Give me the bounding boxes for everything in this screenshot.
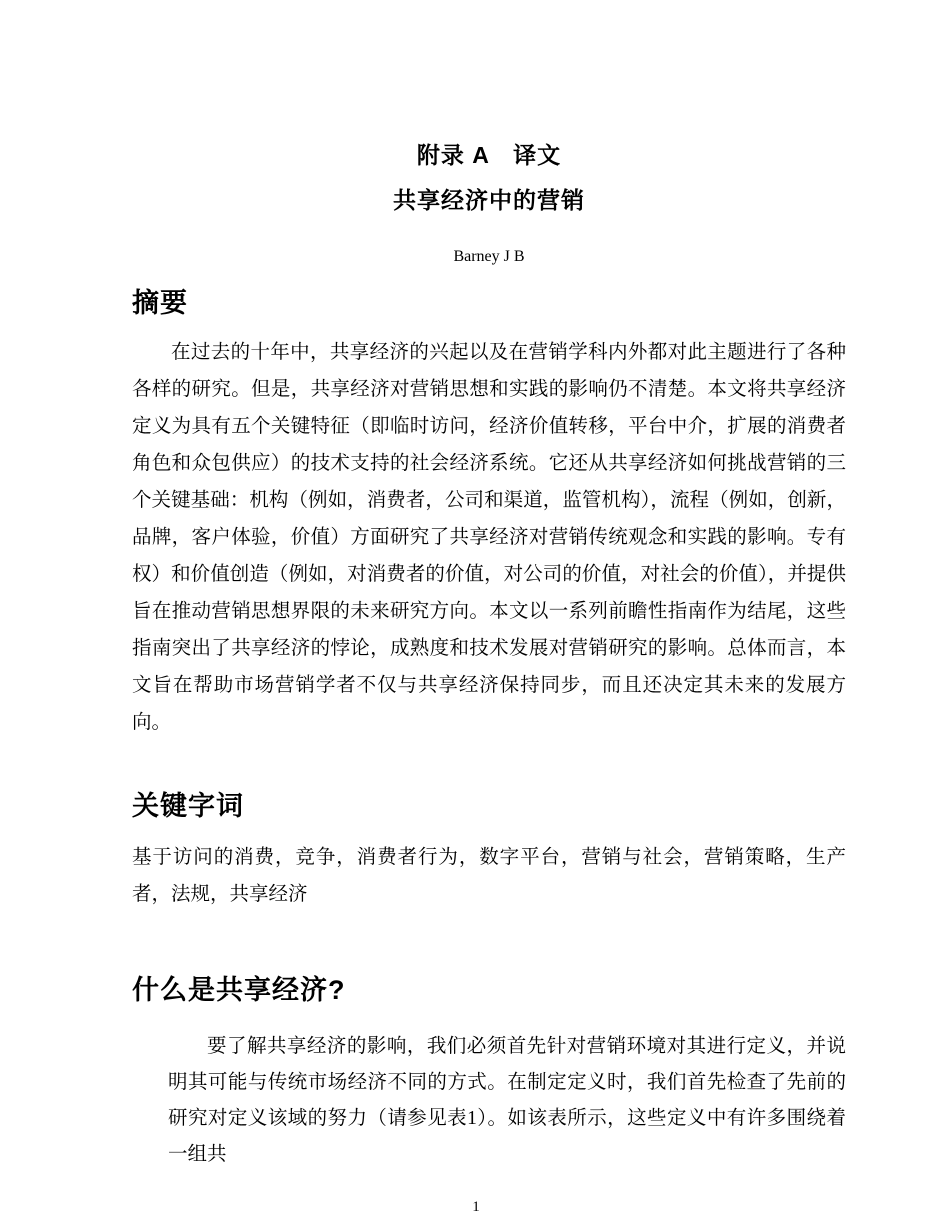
section1-paragraph: 要了解共享经济的影响，我们必须首先针对营销环境对其进行定义，并说明其可能与传统市场经济不同的方式。在制定定义时，我们首先检查了先前的研究对定义该域的努力（请参见表1）。如该表所示，这些定义中有许多围绕着一组共 xyxy=(168,1036,846,1166)
keywords-heading: 关键字词 xyxy=(132,791,244,822)
document-author: Barney J B xyxy=(453,248,525,266)
keywords-paragraph: 基于访问的消费，竞争，消费者行为，数字平台，营销与社会，营销策略，生产者，法规，共享经济 xyxy=(132,847,846,906)
document-subtitle: 共享经济中的营销 xyxy=(393,186,585,213)
abstract-paragraph: 在过去的十年中，共享经济的兴起以及在营销学科内外都对此主题进行了各种各样的研究。但是，共享经济对营销思想和实践的影响仍不清楚。本文将共享经济定义为具有五个关键特征（即临时访问，经济价值转移，平台中介，扩展的消费者角色和众包供应）的技术支持的社会经济系统。它还从共享经济如何挑战营销的三个关键基础：机构（例如，消费者，公司和渠道，监管机构），流程（例如，创新，品牌，客户体验，价值）方面研究了共享经济对营销传统观念和实践的影响。专有权）和价值创造（例如，对消费者的价值，对公司的价值，对社会的价值），并提供旨在推动营销思想界限的未来研究方向。本文以一系列前瞻性指南作为结尾，这些指南突出了共享经济的悖论，成熟度和技术发展对营销研究的影响。总体而言，本文旨在帮助市场营销学者不仅与共享经济保持同步，而且还决定其未来的发展方向。 xyxy=(132,342,846,734)
abstract-heading: 摘要 xyxy=(132,288,188,319)
section1-heading: 什么是共享经济? xyxy=(132,975,346,1006)
document-title: 附录 A 译文 xyxy=(416,142,562,168)
page-number: 1 xyxy=(472,1199,480,1215)
